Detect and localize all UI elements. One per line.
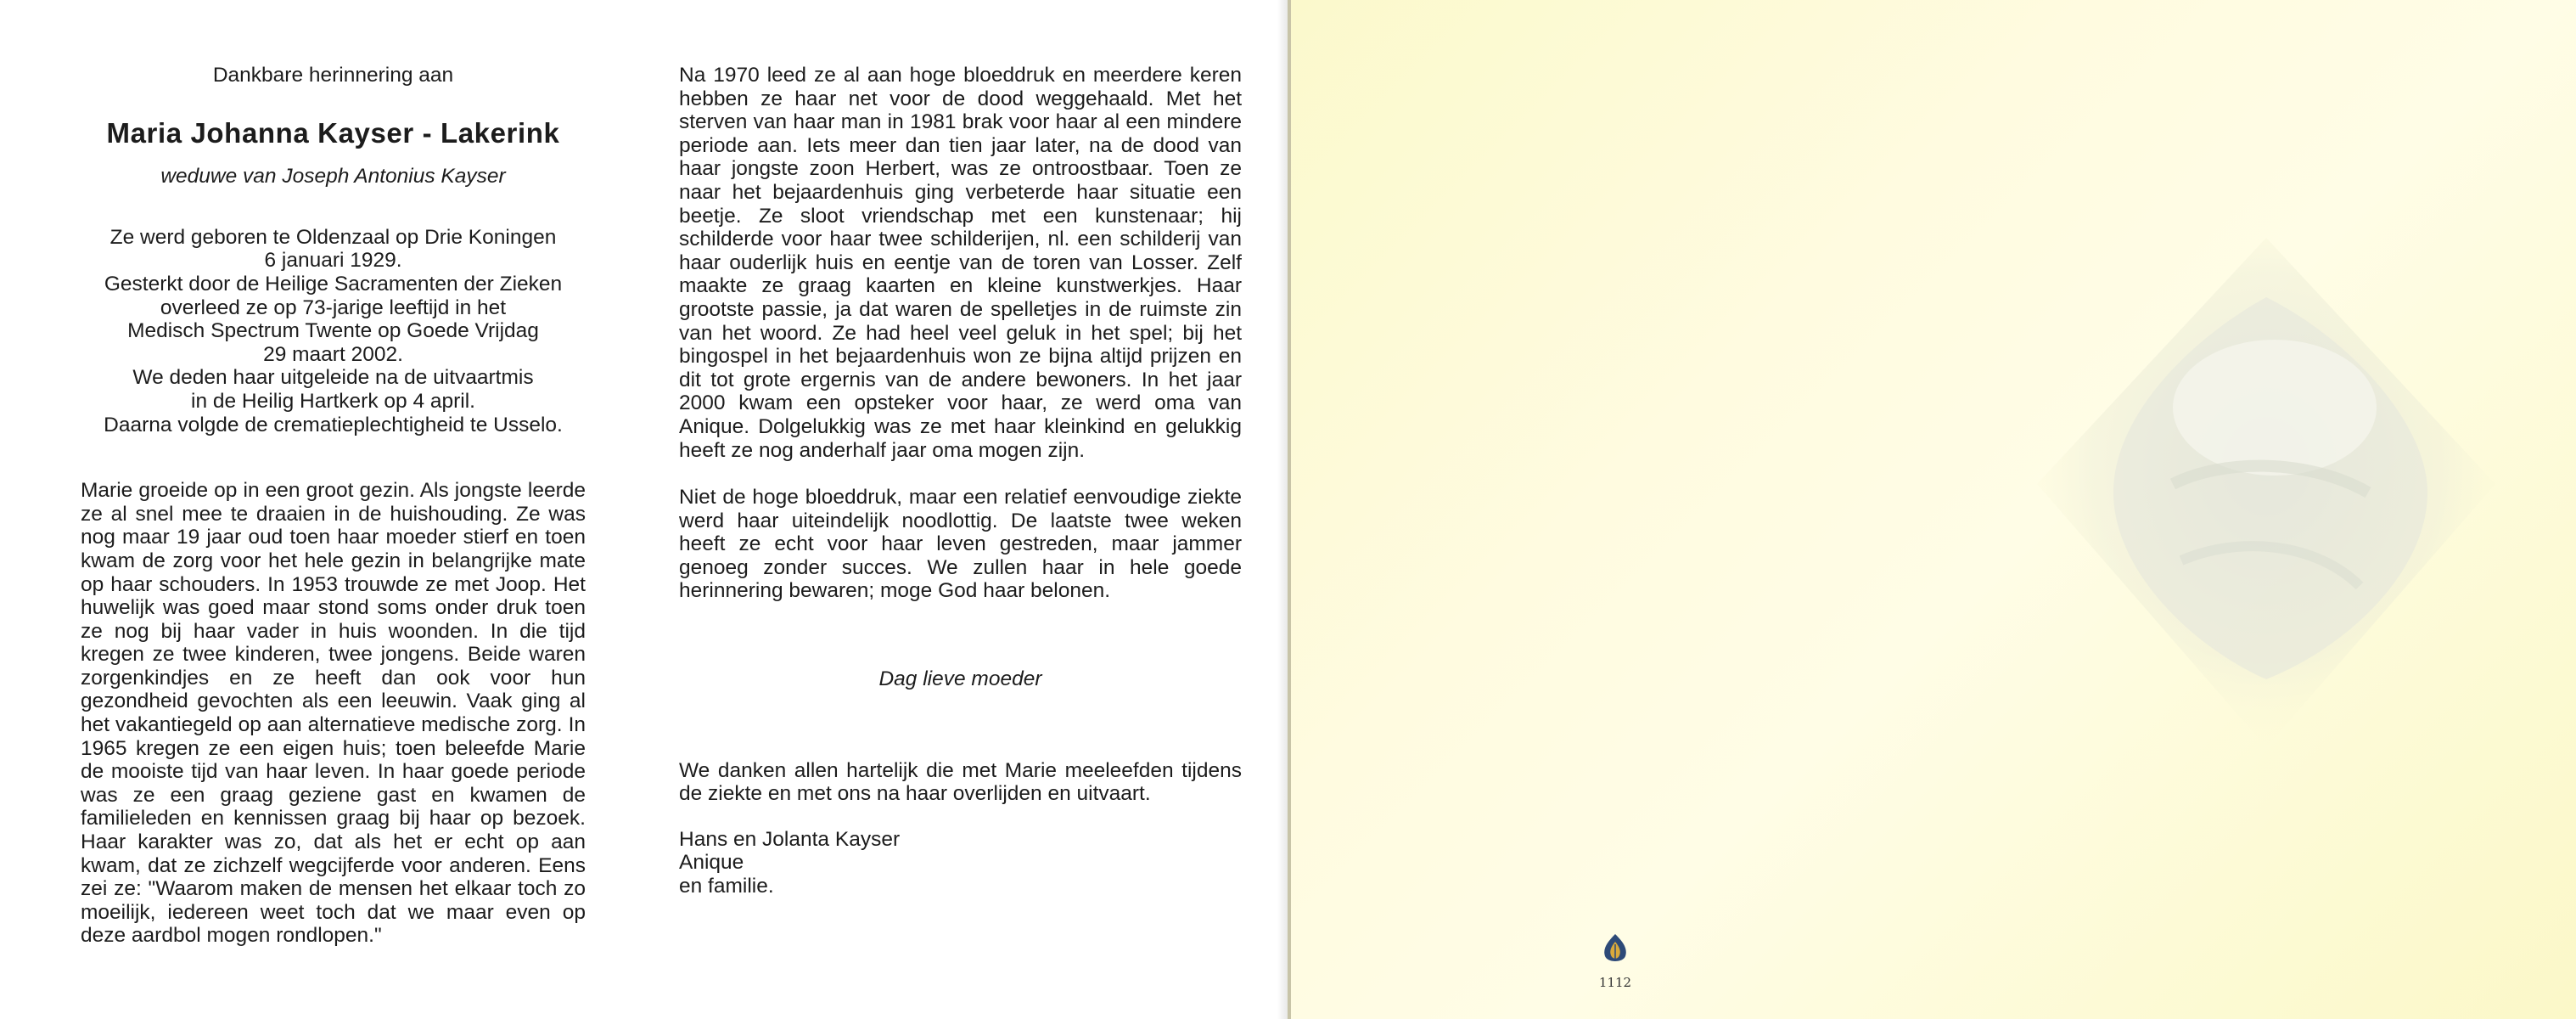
left-column <box>81 64 586 948</box>
fact-line: Medisch Spectrum Twente op Goede Vrijdag <box>127 319 539 343</box>
biography-paragraph: Marie groeide op in een groot gezin. Als jongste leerde ze al snel mee te draaien in de huishouding. Ze was nog maar 19 jaar oud toen haar moeder stierf en toen kwam de zorg voor het hele gezin in belangrijke mate op haar schouders. In 1953 trouwde ze met Joop. Het huwelijk was goed maar stond soms onder druk toen ze nog bij haar vader in huis woonden. In die tijd kregen ze twee kinderen, twee jongens. Beide waren zorgenkindjes en ze heeft dan ook voor hun gezondheid gevochten als een leeuwin. Vaak ging al het vakantiegeld op aan alternatieve medische zorg. In 1965 kregen ze een eigen huis; toen beleefde Marie de mooiste tijd van haar leven. In haar goede periode was ze een graag geziene gast en kwamen de familieleden en kennissen graag bij haar op bezoek. Haar karakter was zo, dat als het er echt op aan kwam, dat ze zichzelf wegcijferde voor anderen. Eens zei ze: "Waarom maken de mensen het elkaar toch zo moeilijk, iedereen weet toch dat we maar even op deze aardbol mogen rondlopen." <box>81 479 586 948</box>
card-number: 1112 <box>1598 975 1632 990</box>
faded-flower-motif <box>1986 204 2529 781</box>
deceased-name: Maria Johanna Kayser - Lakerink <box>106 116 560 149</box>
card-fold-line <box>1288 0 1291 1019</box>
fact-line: 29 maart 2002. <box>263 342 403 366</box>
fact-line: in de Heilig Hartkerk op 4 april. <box>191 389 475 413</box>
biography-continued: Na 1970 leed ze al aan hoge bloeddruk en meerdere keren hebben ze haar net voor de dood weggehaald. Met het sterven van haar man in 1981 brak voor haar al een mindere periode aan. Iets meer dan tien jaar later, na de dood van haar jongste zoon Herbert, was ze ontroostbaar. Toen ze naar het bejaardenhuis ging verbeterde haar situatie een beetje. Ze sloot vriendschap met een kunstenaar; hij schilderde voor haar twee schilderijen, nl. een schilderij van haar ouderlijk huis en eentje van de toren van Losser. Zelf maakte ze graag kaarten en kleine kunstwerkjes. Haar grootste passie, ja dat waren de spelletjes in de ruimste zin van het woord. Ze had heel veel geluk in het spel; bij het bingospel in het bejaardenhuis won ze bijna altijd prijzen en dit tot grote ergernis van de andere bewoners. In het jaar 2000 kwam een opsteker voor haar, ze werd oma van Anique. Dolgelukkig was ze met haar kleinkind en gelukkig heeft ze nog anderhalf jaar oma mogen zijn. <box>679 64 1242 462</box>
fact-line: Ze werd geboren te Oldenzaal op Drie Koningen <box>109 225 557 249</box>
fact-line: overleed ze op 73-jarige leeftijd in het <box>160 296 507 319</box>
signature-line: en familie. <box>679 875 774 898</box>
right-column <box>679 64 1242 898</box>
signature-line: Anique <box>679 851 744 875</box>
fact-line: 6 januari 1929. <box>264 249 402 273</box>
family-signature <box>679 828 1242 898</box>
life-facts <box>81 226 586 436</box>
signature-line: Hans en Jolanta Kayser <box>679 827 901 851</box>
intro-text: Dankbare herinnering aan <box>212 64 454 87</box>
fact-line: We deden haar uitgeleide na de uitvaartmis <box>132 366 534 390</box>
flame-leaf-icon <box>1600 932 1630 966</box>
fact-line: Daarna volgde de crematieplechtigheid te Usselo. <box>104 413 563 436</box>
thanks-paragraph: We danken allen hartelijk die met Marie meeleefden tijdens de ziekte en met ons na haar overlijden en uitvaart. <box>679 758 1242 806</box>
final-illness-paragraph: Niet de hoge bloeddruk, maar een relatief eenvoudige ziekte werd haar uiteindelijk noodlottig. De laatste twee weken heeft ze echt voor haar leven gestreden, maar jammer genoeg zonder succes. We zullen haar in hele goede herinnering bewaren; moge God haar belonen. <box>679 486 1242 603</box>
farewell-line: Dag lieve moeder <box>878 667 1042 691</box>
fact-line: Gesterkt door de Heilige Sacramenten der Zieken <box>104 272 563 296</box>
widow-subtitle: weduwe van Joseph Antonius Kayser <box>160 165 506 189</box>
